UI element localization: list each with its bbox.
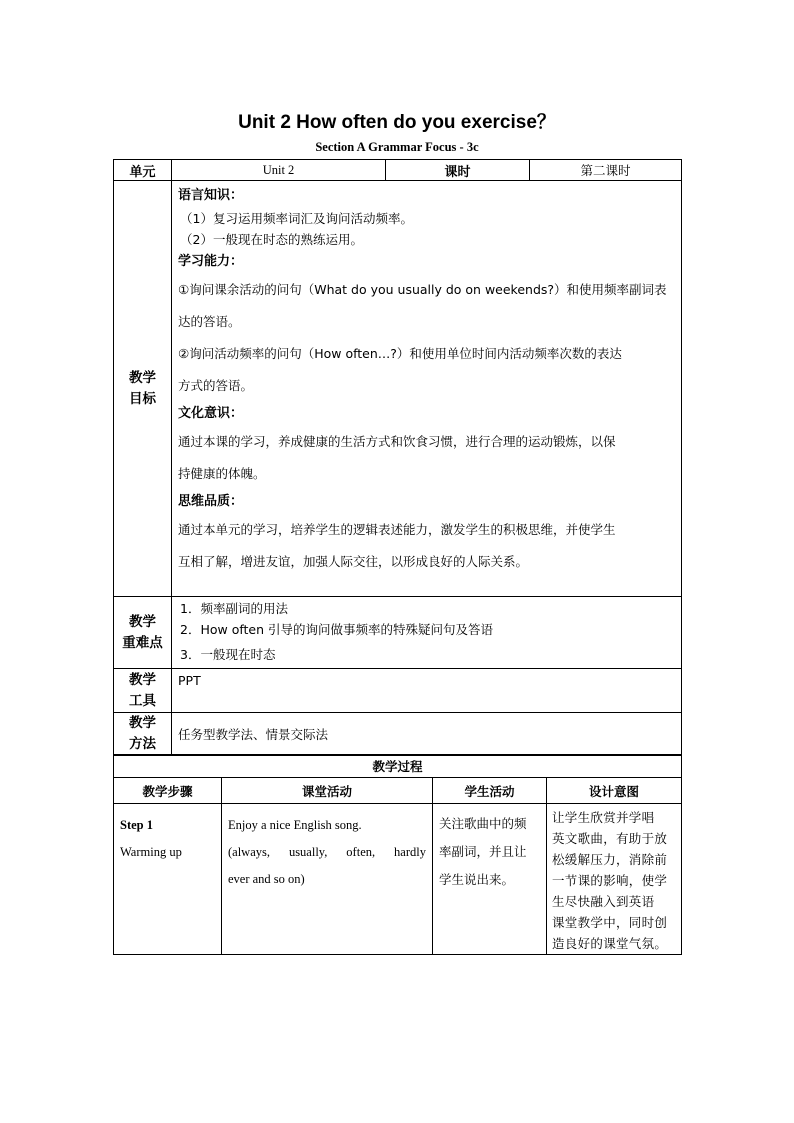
step1-design-line3: 松缓解压力，消除前 bbox=[552, 852, 668, 867]
column-header-design-intent: 设计意图 bbox=[547, 778, 682, 804]
ability-heading: 学习能力： bbox=[178, 254, 244, 269]
column-header-class-activity: 课堂活动 bbox=[222, 778, 433, 804]
objectives-label-line1: 教学 bbox=[129, 369, 156, 386]
document-title: Unit 2 How often do you exercise？ bbox=[238, 112, 556, 133]
step1-design-line5: 生尽快融入到英语 bbox=[552, 894, 655, 909]
objectives-row bbox=[114, 181, 682, 597]
key-point-1: 1．频率副词的用法 bbox=[180, 601, 288, 616]
step1-activity-line1: Enjoy a nice English song. bbox=[228, 818, 362, 832]
language-heading: 语言知识： bbox=[178, 188, 244, 203]
step1-activity bbox=[222, 804, 433, 955]
teaching-process-table bbox=[113, 754, 682, 955]
tools-value: PPT bbox=[172, 669, 682, 713]
step1-design-line2: 英文歌曲，有助于放 bbox=[552, 831, 668, 846]
step1-row bbox=[114, 804, 682, 955]
step1-design-line1: 让学生欣赏并学唱 bbox=[552, 810, 655, 825]
objectives-label bbox=[114, 181, 172, 597]
objectives-content bbox=[172, 181, 682, 597]
tools-label bbox=[114, 669, 172, 713]
ability-item-1-line2: 达的答语。 bbox=[178, 314, 241, 329]
unit-value: Unit 2 bbox=[172, 160, 386, 181]
process-heading-row bbox=[114, 755, 682, 778]
lesson-info-table bbox=[113, 159, 682, 756]
key-points-row bbox=[114, 597, 682, 669]
key-points-label bbox=[114, 597, 172, 669]
document-subtitle: Section A Grammar Focus - 3c bbox=[315, 140, 479, 154]
column-header-steps: 教学步骤 bbox=[114, 778, 222, 804]
period-value: 第二课时 bbox=[530, 160, 682, 181]
key-point-2: 2．How often 引导的询问做事频率的特殊疑问句及答语 bbox=[180, 622, 494, 637]
unit-label: 单元 bbox=[114, 160, 172, 181]
thinking-line2: 互相了解，增进友谊，加强人际交往，以形成良好的人际关系。 bbox=[178, 554, 529, 569]
step1-student-line1: 关注歌曲中的频 bbox=[439, 816, 527, 831]
step1-student-activity bbox=[433, 804, 547, 955]
process-heading: 教学过程 bbox=[114, 755, 682, 778]
step1-design-intent bbox=[547, 804, 682, 955]
unit-row bbox=[114, 160, 682, 181]
methods-row bbox=[114, 713, 682, 756]
objectives-label-line2: 目标 bbox=[129, 390, 156, 407]
tools-label-line2: 工具 bbox=[129, 692, 156, 709]
tools-label-line1: 教学 bbox=[129, 671, 156, 688]
step1-activity-line3: ever and so on) bbox=[228, 872, 305, 886]
step1-student-line3: 学生说出来。 bbox=[439, 872, 515, 887]
thinking-heading: 思维品质： bbox=[178, 494, 244, 509]
step1-design-line4: 一节课的影响，使学 bbox=[552, 873, 668, 888]
step1-name: Step 1 bbox=[120, 818, 153, 832]
key-points-label-line2: 重难点 bbox=[122, 634, 163, 651]
language-item-2: （2）一般现在时态的熟练运用。 bbox=[180, 232, 363, 247]
language-item-1: （1）复习运用频率词汇及询问活动频率。 bbox=[180, 211, 413, 226]
culture-line2: 持健康的体魄。 bbox=[178, 466, 266, 481]
culture-heading: 文化意识： bbox=[178, 406, 244, 421]
ability-item-2-line2: 方式的答语。 bbox=[178, 378, 254, 393]
thinking-line1: 通过本单元的学习，培养学生的逻辑表述能力，激发学生的积极思维，并使学生 bbox=[178, 522, 616, 537]
methods-label bbox=[114, 713, 172, 756]
ability-item-2-line1: ②询问活动频率的问句（How often…?）和使用单位时间内活动频率次数的表达 bbox=[178, 346, 622, 361]
step1-activity-line2: (always, usually, often, hardly bbox=[228, 845, 426, 859]
methods-label-line1: 教学 bbox=[129, 715, 156, 731]
key-points-content bbox=[172, 597, 682, 669]
column-header-student-activity: 学生活动 bbox=[433, 778, 547, 804]
methods-value: 任务型教学法、情景交际法 bbox=[172, 713, 682, 756]
tools-row bbox=[114, 669, 682, 713]
step1-title: Warming up bbox=[120, 845, 182, 859]
key-point-3: 3．一般现在时态 bbox=[180, 647, 276, 662]
step1-student-line2: 率副词，并且让 bbox=[439, 844, 527, 859]
methods-label-line2: 方法 bbox=[129, 736, 156, 752]
culture-line1: 通过本课的学习，养成健康的生活方式和饮食习惯，进行合理的运动锻炼，以保 bbox=[178, 434, 616, 449]
period-label: 课时 bbox=[386, 160, 530, 181]
step1-cell bbox=[114, 804, 222, 955]
key-points-label-line1: 教学 bbox=[129, 613, 156, 630]
step1-design-line7: 造良好的课堂气氛。 bbox=[552, 936, 668, 951]
process-column-header-row bbox=[114, 778, 682, 804]
ability-item-1-line1: ①询问课余活动的问句（What do you usually do on weekends?）和使用频率副词表 bbox=[178, 282, 667, 297]
step1-design-line6: 课堂教学中，同时创 bbox=[552, 915, 668, 930]
